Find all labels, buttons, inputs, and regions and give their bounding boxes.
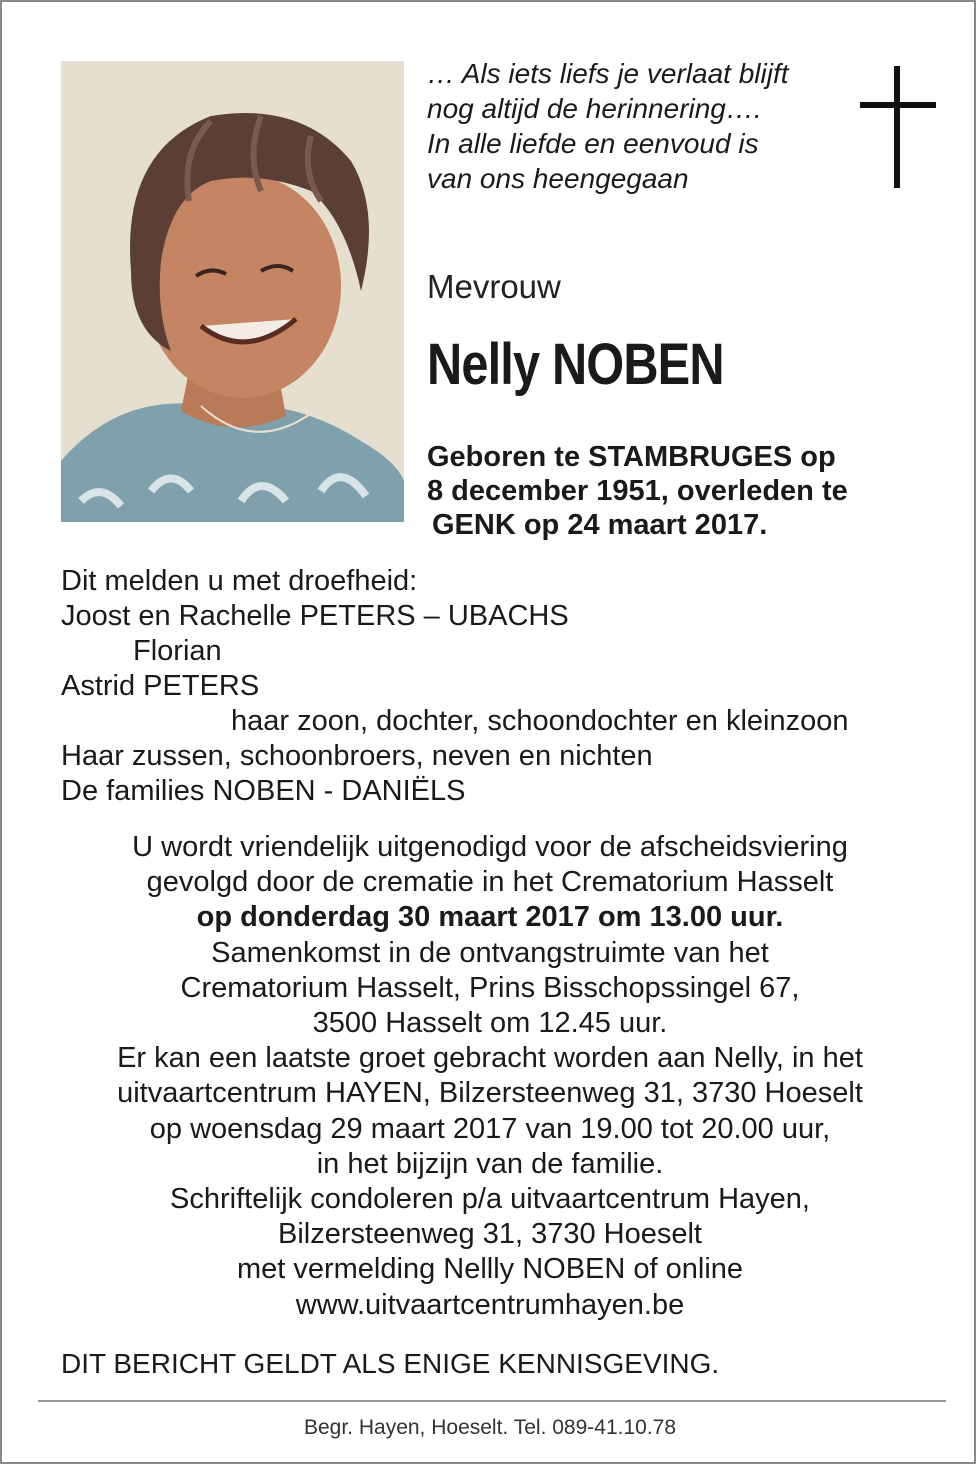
family-announcement [61, 564, 848, 809]
funeral-home-footer: Begr. Hayen, Hoeselt. Tel. 089-41.10.78 [303, 1416, 677, 1439]
ceremony-line: Er kan een laatste groet gebracht worden aan Nelly, in het [117, 1042, 863, 1075]
latin-cross-icon [860, 66, 936, 188]
website-link[interactable]: www.uitvaartcentrumhayen.be [295, 1288, 685, 1321]
memorial-quote [427, 56, 847, 196]
ceremony-line: Crematorium Hasselt, Prins Bisschopssingel 67, [180, 971, 800, 1004]
family-line: Astrid PETERS [61, 670, 260, 702]
ceremony-line: 3500 Hasselt om 12.45 uur. [312, 1007, 668, 1040]
quote-line: In alle liefde en eenvoud is [427, 128, 759, 159]
deceased-name: Nelly NOBEN [427, 332, 724, 397]
quote-line: van ons heengegaan [427, 163, 689, 194]
ceremony-date: op donderdag 30 maart 2017 om 13.00 uur. [196, 901, 784, 934]
family-line: haar zoon, dochter, schoondochter en kleinzoon [231, 705, 849, 737]
quote-line: nog altijd de herinnering…. [427, 93, 762, 124]
birth-line: 8 december 1951, overleden te [427, 475, 848, 507]
ceremony-line: Samenkomst in de ontvangstruimte van het [211, 936, 769, 969]
family-line: Dit melden u met droefheid: [61, 565, 418, 597]
family-line: Haar zussen, schoonbroers, neven en nichten [61, 740, 653, 772]
family-line: Florian [133, 635, 222, 667]
ceremony-details [2, 830, 978, 1323]
divider [38, 1400, 946, 1402]
ceremony-line: Schriftelijk condoleren p/a uitvaartcentrum Hayen, [170, 1183, 810, 1216]
ceremony-line: op woensdag 29 maart 2017 van 19.00 tot 20.00 uur, [149, 1112, 831, 1145]
ceremony-line: gevolgd door de crematie in het Crematorium Hasselt [146, 866, 834, 899]
quote-line: … Als iets liefs je verlaat blijft [427, 58, 789, 89]
ceremony-line: uitvaartcentrum HAYEN, Bilzersteenweg 31, 3730 Hoeselt [117, 1077, 863, 1110]
ceremony-line: U wordt vriendelijk uitgenodigd voor de afscheidsviering [132, 831, 848, 863]
portrait-illustration [61, 61, 404, 522]
birth-line: Geboren te STAMBRUGES op [427, 441, 836, 473]
birth-line: GENK op 24 maart 2017. [432, 509, 768, 541]
ceremony-line: Bilzersteenweg 31, 3730 Hoeselt [278, 1218, 702, 1251]
family-line: Joost en Rachelle PETERS – UBACHS [61, 600, 569, 632]
honorific: Mevrouw [427, 268, 561, 305]
ceremony-line: in het bijzijn van de familie. [316, 1147, 664, 1180]
sole-notice-statement: DIT BERICHT GELDT ALS ENIGE KENNISGEVING. [61, 1348, 720, 1379]
birth-death-details [427, 440, 848, 542]
portrait-photo [61, 61, 404, 522]
family-line: De families NOBEN - DANIËLS [61, 775, 466, 807]
ceremony-line: met vermelding Nellly NOBEN of online [236, 1253, 744, 1286]
